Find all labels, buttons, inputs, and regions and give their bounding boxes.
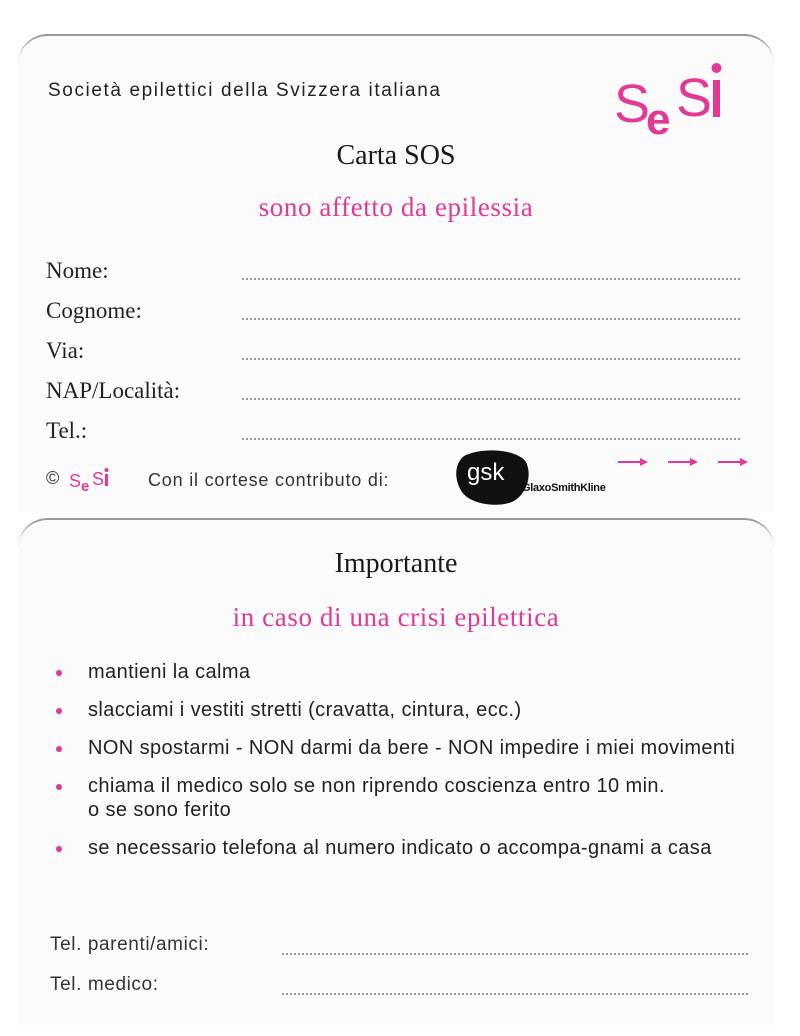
card-title: Importante (334, 548, 458, 579)
dotted-line (282, 993, 748, 995)
list-item: chiama il medico solo se non riprendo coscienza entro 10 min. o se sono ferito (54, 774, 668, 822)
sos-card-back (18, 518, 774, 1026)
surname-field[interactable] (46, 298, 740, 328)
doctor-phone-field[interactable] (50, 974, 748, 1004)
arrow-right-icon (606, 452, 766, 472)
list-item: mantieni la calma (54, 660, 764, 684)
copyright-symbol: © (46, 468, 60, 488)
svg-text:e: e (81, 478, 90, 494)
sos-card-front (18, 34, 774, 512)
field-label: NAP/Località: (46, 378, 181, 403)
svg-text:S: S (676, 68, 713, 128)
sesi-logo (612, 50, 752, 140)
instructions-list (54, 660, 764, 874)
svg-text:S: S (614, 74, 651, 134)
bullet-icon (56, 846, 62, 852)
svg-text:S: S (92, 469, 105, 489)
sponsor-name: GlaxoSmithKline (522, 482, 606, 494)
field-label: Tel. parenti/amici: (50, 934, 210, 955)
list-item: NON spostarmi - NON darmi da bere - NON impedire i miei movimenti (54, 736, 738, 760)
sesi-small-logo (68, 466, 120, 494)
field-label: Via: (46, 338, 85, 363)
field-label: Nome: (46, 258, 109, 283)
bullet-icon (56, 746, 62, 752)
card-subtitle: in caso di una crisi epilettica (232, 602, 560, 632)
street-field[interactable] (46, 338, 740, 368)
contribution-text: Con il cortese contributo di: (148, 470, 390, 490)
gsk-mark: gsk (467, 459, 505, 486)
bullet-icon (56, 708, 62, 714)
list-item: se necessario telefona al numero indicato o accompa-gnami a casa (54, 836, 768, 860)
dotted-line (242, 438, 740, 440)
card-title: Carta SOS (336, 140, 456, 171)
relatives-phone-field[interactable] (50, 934, 748, 964)
dotted-line (242, 358, 740, 360)
postcode-locality-field[interactable] (46, 378, 740, 408)
field-label: Tel.: (46, 418, 88, 443)
svg-text:S: S (69, 471, 82, 491)
organization-name: Società epilettici della Svizzera italiana (48, 80, 442, 101)
dotted-line (282, 953, 748, 955)
bullet-icon (56, 784, 62, 790)
gsk-logo (454, 448, 532, 506)
bullet-icon (56, 670, 62, 676)
sponsor-footer (46, 456, 746, 506)
field-label: Tel. medico: (50, 974, 159, 995)
phone-field[interactable] (46, 418, 740, 448)
list-item: slacciami i vestiti stretti (cravatta, cintura, ecc.) (54, 698, 764, 722)
card-subtitle: sono affetto da epilessia (258, 192, 534, 222)
svg-text:e: e (646, 95, 671, 140)
dotted-line (242, 278, 740, 280)
field-label: Cognome: (46, 298, 142, 323)
dotted-line (242, 318, 740, 320)
dotted-line (242, 398, 740, 400)
name-field[interactable] (46, 258, 740, 288)
